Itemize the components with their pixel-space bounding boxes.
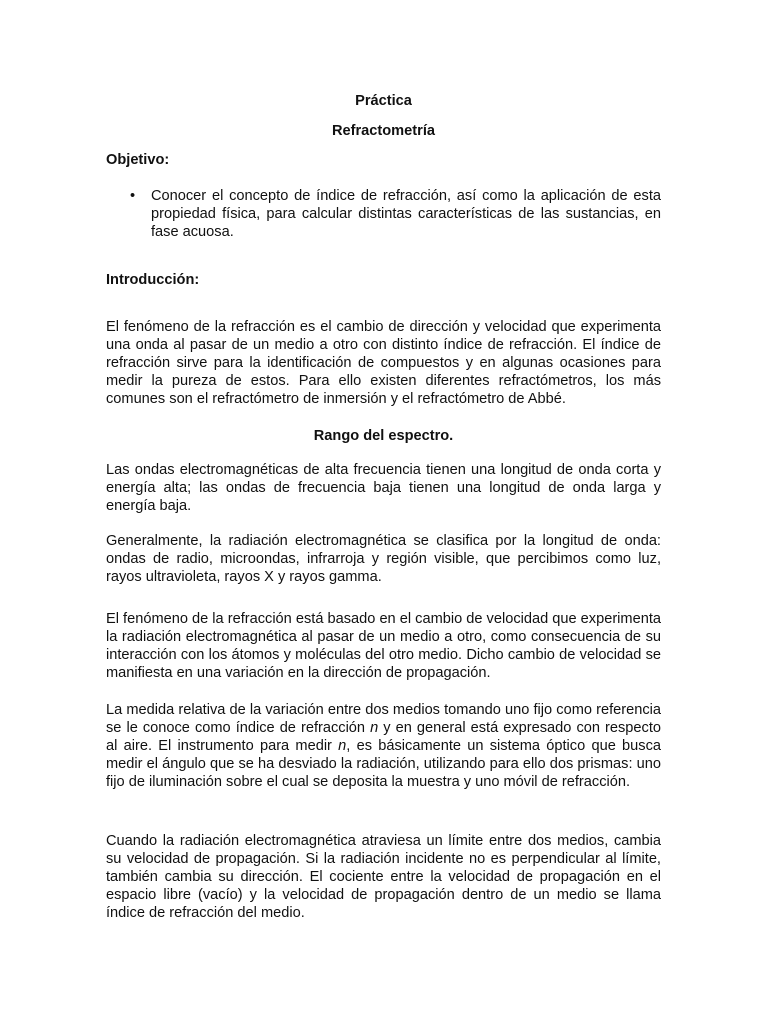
objective-list-item [106, 187, 661, 241]
page-title: Práctica [355, 93, 412, 109]
page-subtitle: Refractometría [331, 123, 435, 139]
p4-text-1: La medida relativa de la variación entre dos medios tomando uno fijo como referencia se le conoce como índice de refracción [106, 702, 661, 736]
paragraph-wave-frequency: Las ondas electromagnéticas de alta frecuencia tienen una longitud de onda corta y energía alta; las ondas de frecuencia baja tienen una longitud de onda larga y energía baja. [106, 462, 661, 514]
objective-heading: Objetivo: [106, 152, 170, 168]
p4-text-3: , es básicamente un sistema óptico que busca medir el ángulo que se ha desviado la radiación, utilizando para ello dos prismas: uno fijo de iluminación sobre el cual se deposita la muestra y uno móvil de refracción. [106, 738, 662, 790]
p4-symbol-n-1: n [370, 720, 379, 736]
paragraph-refraction-phenomenon: El fenómeno de la refracción está basado en el cambio de velocidad que experimenta la radiación electromagnética al pasar de un medio a otro, como consecuencia de su interacción con los átomos y moléculas del otro medio. Dicho cambio de velocidad se manifiesta en una variación en la dirección de propagación. [106, 611, 661, 681]
bullet-icon: • [130, 188, 136, 204]
introduction-heading: Introducción: [106, 272, 200, 288]
paragraph-propagation-velocity: Cuando la radiación electromagnética atraviesa un límite entre dos medios, cambia su velocidad de propagación. Si la radiación incidente no es perpendicular al límite, también cambia su dirección. El cociente entre la velocidad de propagación en el espacio libre (vacío) y la velocidad de propagación dentro de un medio se llama índice de refracción del medio. [106, 833, 661, 921]
introduction-paragraph: El fenómeno de la refracción es el cambio de dirección y velocidad que experimenta una onda al pasar de un medio a otro con distinto índice de refracción. El índice de refracción sirve para la identificación de compuestos y en algunas ocasiones para medir la pureza de estos. Para ello existen diferentes refractómetros, los más comunes son el refractómetro de inmersión y el refractómetro de Abbé. [106, 319, 661, 407]
paragraph-refractive-index-measurement [106, 701, 661, 791]
p4-symbol-n-2: n [338, 738, 347, 754]
paragraph-radiation-classification: Generalmente, la radiación electromagnética se clasifica por la longitud de onda: ondas de radio, microondas, infrarroja y región visible, que percibimos como luz, rayos ultravioleta, rayos X y rayos gamma. [106, 533, 661, 585]
objective-list [106, 187, 661, 241]
objective-text: Conocer el concepto de índice de refracción, así como la aplicación de esta propiedad física, para calcular distintas características de las sustancias, en fase acuosa. [151, 188, 661, 240]
p4-text-2: y en general está expresado con respecto al aire. El instrumento para medir [106, 720, 661, 754]
spectrum-heading: Rango del espectro. [313, 428, 454, 444]
